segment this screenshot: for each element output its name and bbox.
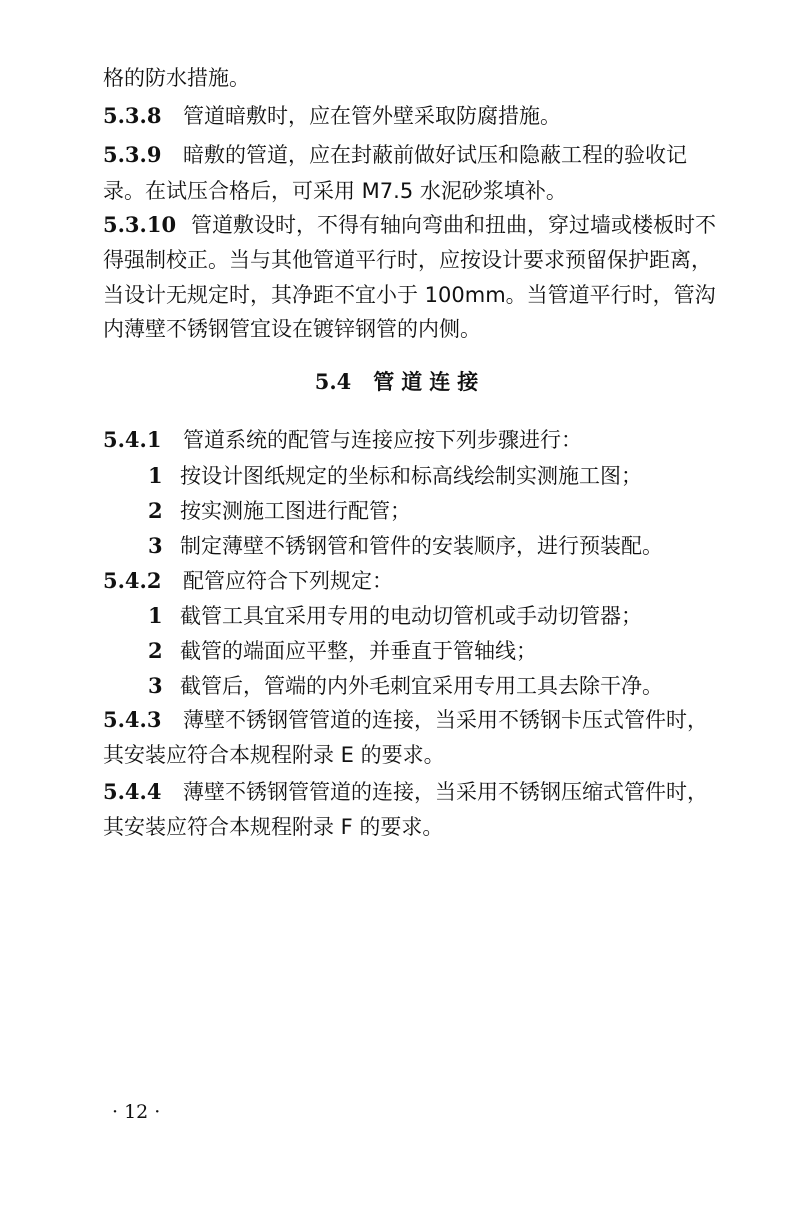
- clause-5-4-3: [103, 706, 708, 734]
- section-title: 管道连接: [373, 370, 486, 394]
- section-heading: [0, 368, 800, 396]
- clause-5-4-4: [103, 778, 708, 806]
- item-number: 2: [148, 498, 163, 523]
- list-item: [148, 462, 642, 490]
- clause-number: 5.4.4: [103, 779, 162, 804]
- clause-5-3-9: [103, 141, 687, 169]
- continuation-text: 格的防水措施。: [103, 66, 250, 90]
- list-item: [148, 637, 537, 665]
- clause-text-continued: 其安装应符合本规程附录 E 的要求。: [103, 743, 445, 767]
- page-number: · 12 ·: [112, 1101, 161, 1123]
- list-item: [148, 672, 663, 700]
- clause-text: 薄壁不锈钢管管道的连接，当采用不锈钢压缩式管件时，: [183, 780, 708, 804]
- clause-5-3-10: [103, 211, 716, 239]
- clause-text: 暗敷的管道，应在封蔽前做好试压和隐蔽工程的验收记: [183, 143, 687, 167]
- clause-text: 管道敷设时，不得有轴向弯曲和扭曲，穿过墙或楼板时不: [191, 213, 716, 237]
- item-text: 按实测施工图进行配管；: [180, 499, 411, 523]
- clause-5-4-1: [103, 426, 582, 454]
- clause-number: 5.3.8: [103, 103, 162, 128]
- section-number: 5.4: [314, 369, 352, 394]
- clause-number: 5.4.1: [103, 427, 162, 452]
- clause-text-continued: 录。在试压合格后，可采用 M7.5 水泥砂浆填补。: [103, 179, 567, 203]
- clause-number: 5.3.9: [103, 142, 162, 167]
- item-text: 按设计图纸规定的坐标和标高线绘制实测施工图；: [180, 464, 642, 488]
- clause-text: 薄壁不锈钢管管道的连接，当采用不锈钢卡压式管件时，: [183, 708, 708, 732]
- clause-text-continued: 其安装应符合本规程附录 F 的要求。: [103, 815, 444, 839]
- clause-text-continued: 得强制校正。当与其他管道平行时，应按设计要求预留保护距离，: [103, 248, 712, 272]
- list-item: [148, 497, 411, 525]
- item-number: 2: [148, 638, 163, 663]
- clause-5-4-2: [103, 567, 393, 595]
- list-item: [148, 602, 642, 630]
- clause-text-continued: 内薄壁不锈钢管宜设在镀锌钢管的内侧。: [103, 317, 481, 341]
- item-text: 截管的端面应平整，并垂直于管轴线；: [180, 639, 537, 663]
- clause-number: 5.4.2: [103, 568, 162, 593]
- clause-number: 5.4.3: [103, 707, 162, 732]
- item-number: 3: [148, 533, 163, 558]
- item-text: 截管后，管端的内外毛刺宜采用专用工具去除干净。: [180, 674, 663, 698]
- item-number: 1: [148, 603, 163, 628]
- list-item: [148, 532, 663, 560]
- clause-text: 管道暗敷时，应在管外壁采取防腐措施。: [183, 104, 561, 128]
- item-number: 1: [148, 463, 163, 488]
- clause-5-3-8: [103, 102, 561, 130]
- clause-text: 管道系统的配管与连接应按下列步骤进行：: [183, 428, 582, 452]
- clause-text: 配管应符合下列规定：: [183, 569, 393, 593]
- item-text: 截管工具宜采用专用的电动切管机或手动切管器；: [180, 604, 642, 628]
- item-text: 制定薄壁不锈钢管和管件的安装顺序，进行预装配。: [180, 534, 663, 558]
- item-number: 3: [148, 673, 163, 698]
- clause-text-continued: 当设计无规定时，其净距不宜小于 100mm。当管道平行时，管沟: [103, 283, 716, 307]
- clause-number: 5.3.10: [103, 212, 177, 237]
